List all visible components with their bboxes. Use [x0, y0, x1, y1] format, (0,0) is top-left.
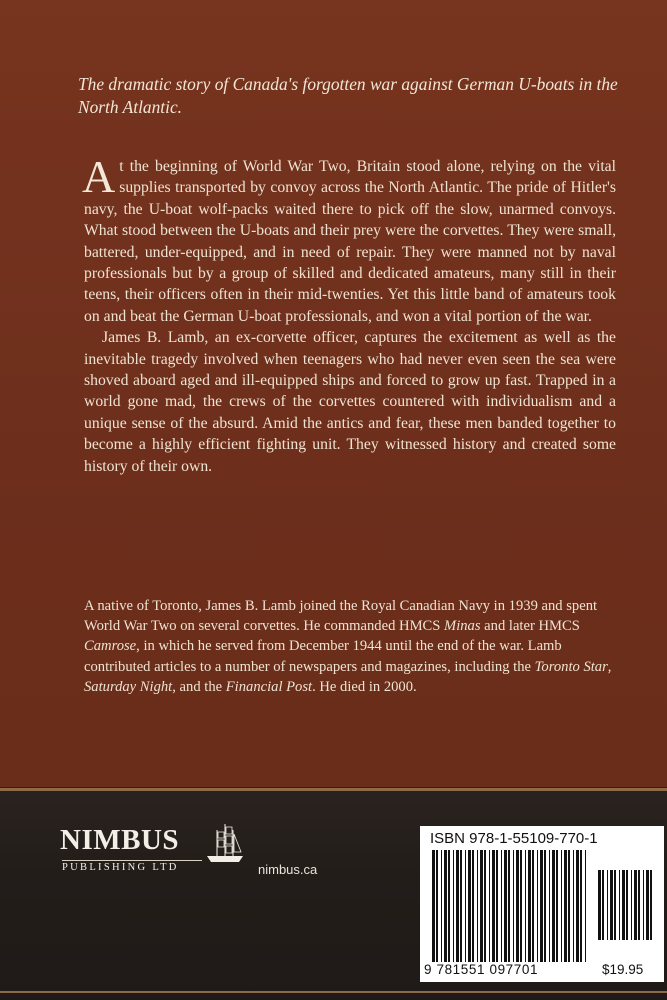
- blurb-paragraph-1-text: t the beginning of World War Two, Britain stood alone, relying on the vital supplies transported by convoy across the North Atlantic. The pride of Hitler's navy, the U-boat wolf-packs waited there to pick off the slow, unarmed convoys. What stood between the U-boats and their prey were the corvettes. They were small, battered, under-equipped, and in need of repair. They were manned not by naval professionals but by a group of skilled and dedicated amateurs, many still in their teens, their officers often in their mid-twenties. Yet this little band of amateurs took on and beat the German U-boat professionals, and won a vital portion of the war.: [84, 158, 616, 325]
- tagline: The dramatic story of Canada's forgotten war against German U-boats in the North Atlantic.: [78, 74, 618, 117]
- ean-barcode: [432, 850, 588, 962]
- publication-name: Financial Post: [225, 678, 313, 695]
- bio-text: A native of Toronto, James B. Lamb joined the Royal Canadian Navy in 1939 and spent World War Two on several corvettes. He commanded HMCS: [84, 598, 598, 635]
- barcode-digits: 9 781551 097701: [424, 962, 539, 977]
- publisher-url: nimbus.ca: [258, 862, 318, 877]
- band-bottom-rule: [0, 991, 667, 993]
- price-label: $19.95: [602, 962, 644, 977]
- publication-name: Saturday Night: [84, 678, 173, 695]
- logo-divider: [62, 860, 202, 861]
- author-bio-text: [84, 596, 624, 697]
- publisher-name: NIMBUS: [60, 824, 180, 856]
- drop-cap: A: [82, 151, 116, 202]
- sailing-ship-icon: [205, 822, 245, 864]
- ship-name: Camrose: [84, 638, 137, 655]
- blurb-paragraph-2: James B. Lamb, an ex-corvette officer, captures the excitement as well as the inevitable tragedy involved when teenagers who had never even seen the sea were shoved aboard aged and ill-equipped ships and forced to grow up fast. Trapped in a world gone mad, the crews of the corvettes countered with individualism and a unique sense of the absurd. Amid the antics and fear, these men banded together to become a highly efficient fighting unit. They witnessed history and created some history of their own.: [84, 329, 616, 475]
- bio-text: . He died in 2000.: [312, 678, 417, 695]
- price-barcode: [598, 870, 652, 940]
- publisher-subtitle: PUBLISHING LTD: [62, 862, 179, 873]
- isbn-label: ISBN 978-1-55109-770-1: [430, 830, 598, 847]
- blurb-paragraph-1: [82, 151, 616, 327]
- author-bio: [84, 596, 624, 697]
- bio-text: , in which he served from December 1944 until the end of the war. Lamb contributed articles to a number of newspapers and magazines, including the: [84, 638, 562, 675]
- band-top-rule: [0, 788, 667, 791]
- bio-text: and later HMCS: [480, 618, 580, 635]
- bio-text: , and the: [172, 678, 226, 695]
- bio-text: ,: [607, 658, 612, 675]
- blurb: [82, 151, 616, 477]
- ship-name: Minas: [444, 618, 481, 635]
- publication-name: Toronto Star: [534, 658, 608, 675]
- barcode-box: [420, 826, 664, 982]
